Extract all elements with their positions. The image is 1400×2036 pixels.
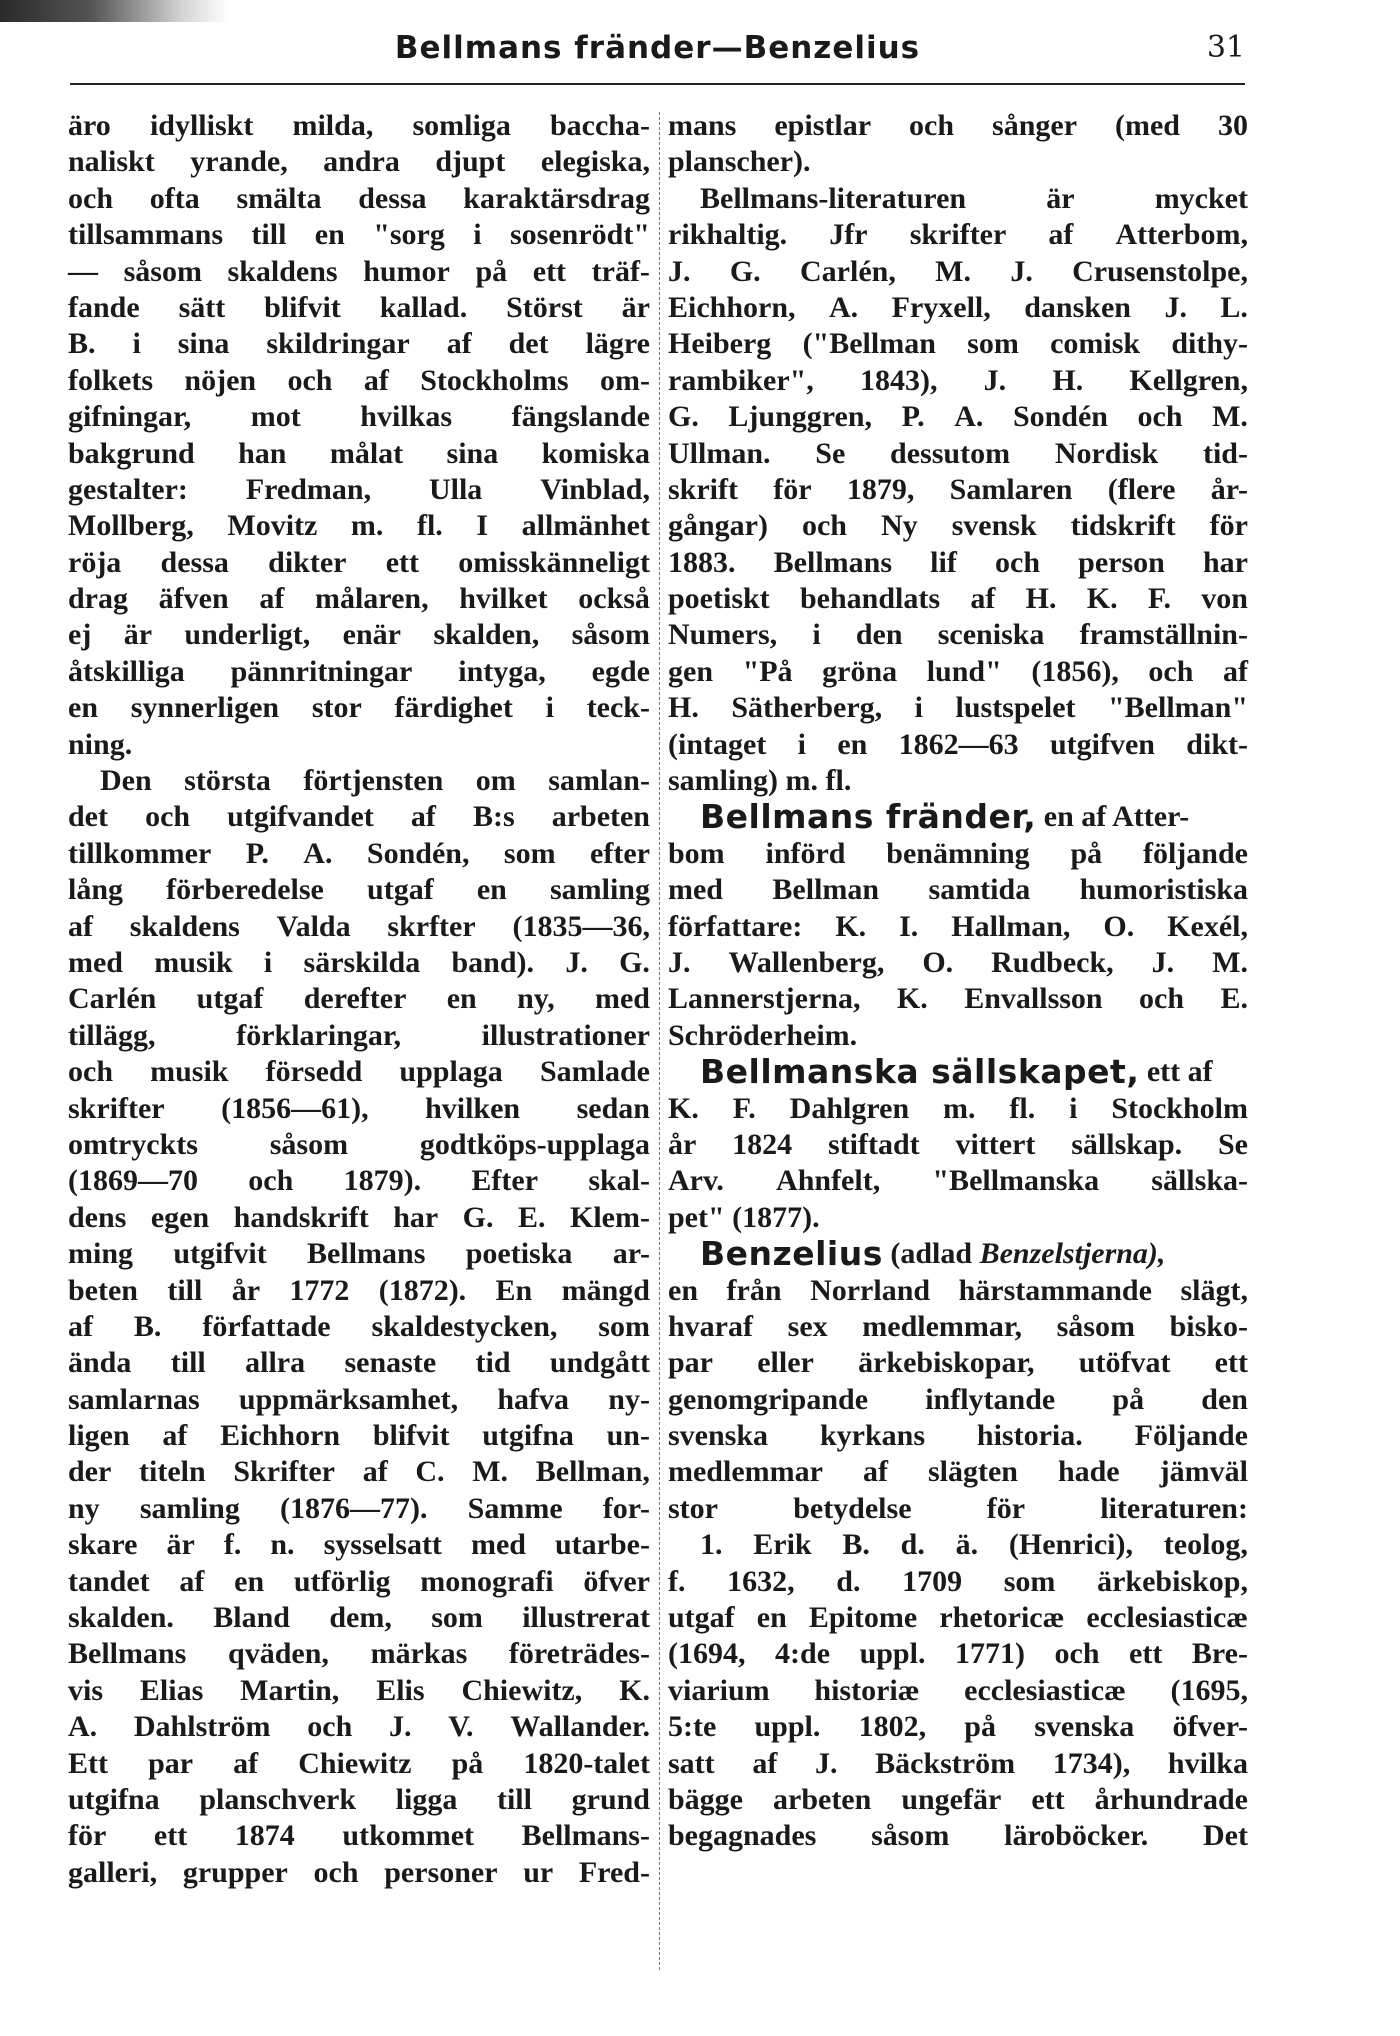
entry-first-line <box>668 799 1248 835</box>
text-line: en synnerligen stor färdighet i teck- <box>68 691 650 725</box>
text-line: Numers, i den sceniska framställnin- <box>668 618 1248 652</box>
entry-text: ett af <box>1139 1055 1213 1089</box>
entry-text: (adlad <box>882 1237 980 1271</box>
text-line: vis Elias Martin, Elis Chiewitz, K. <box>68 1673 650 1707</box>
text-line: ny samling (1876—77). Samme for- <box>68 1491 650 1525</box>
entry-headword: Bellmans fränder, <box>700 797 1037 837</box>
text-line: fande sätt blifvit kallad. Störst är <box>68 290 650 324</box>
header-rule <box>70 83 1245 85</box>
text-line: tandet af en utförlig monografi öfver <box>68 1564 650 1598</box>
text-line: Eichhorn, A. Fryxell, dansken J. L. <box>668 290 1248 324</box>
text-line: medlemmar af slägten hade jämväl <box>668 1455 1248 1489</box>
text-line: och musik försedd upplaga Samlade <box>68 1055 650 1089</box>
text-line: drag äfven af målaren, hvilket också <box>68 582 650 616</box>
text-line: begagnades såsom läroböcker. Det <box>668 1819 1248 1853</box>
text-line: J. Wallenberg, O. Rudbeck, J. M. <box>668 945 1248 979</box>
text-line: f. 1632, d. 1709 som ärkebiskop, <box>668 1564 1248 1598</box>
text-line: hvaraf sex medlemmar, såsom bisko- <box>668 1309 1248 1343</box>
text-line: gifningar, mot hvilkas fängslande <box>68 400 650 434</box>
text-line: ej är underligt, enär skalden, såsom <box>68 618 650 652</box>
text-line: utgaf en Epitome rhetoricæ ecclesiasticæ <box>668 1601 1248 1635</box>
text-line: samling) m. fl. <box>668 764 852 798</box>
text-line: det och utgifvandet af B:s arbeten <box>68 800 650 834</box>
text-line: svenska kyrkans historia. Följande <box>668 1419 1248 1453</box>
text-line: af skaldens Valda skrfter (1835—36, <box>68 909 650 943</box>
text-line: bägge arbeten ungefär ett århundrade <box>668 1782 1248 1816</box>
running-header <box>70 28 1245 78</box>
text-line: röja dessa dikter ett omisskänneligt <box>68 545 650 579</box>
text-line: åtskilliga pännritningar intyga, egde <box>68 654 650 688</box>
text-line: G. Ljunggren, P. A. Sondén och M. <box>668 400 1248 434</box>
text-line: rambiker", 1843), J. H. Kellgren, <box>668 363 1248 397</box>
text-line: (intaget i en 1862—63 utgifven dikt- <box>668 727 1248 761</box>
text-line: naliskt yrande, andra djupt elegiska, <box>68 145 650 179</box>
text-line: skrifter (1856—61), hvilken sedan <box>68 1091 650 1125</box>
text-line: Ett par af Chiewitz på 1820-talet <box>68 1746 650 1780</box>
text-line: Carlén utgaf derefter en ny, med <box>68 982 650 1016</box>
text-line: gestalter: Fredman, Ulla Vinblad, <box>68 472 650 506</box>
text-line: en från Norrland härstammande slägt, <box>668 1273 1248 1307</box>
text-line: Den största förtjensten om samlan- <box>100 764 650 798</box>
text-line: par eller ärkebiskopar, utöfvat ett <box>668 1346 1248 1380</box>
text-line: poetiskt behandlats af H. K. F. von <box>668 582 1248 616</box>
text-line: utgifna planschverk ligga till grund <box>68 1782 650 1816</box>
text-line: ända till allra senaste tid undgått <box>68 1346 650 1380</box>
text-line: viarium historiæ ecclesiasticæ (1695, <box>668 1673 1248 1707</box>
text-line: ning. <box>68 727 133 761</box>
text-line: planscher). <box>668 145 811 179</box>
text-line: tillägg, förklaringar, illustrationer <box>68 1018 650 1052</box>
text-line: för ett 1874 utkommet Bellmans- <box>68 1819 650 1853</box>
text-line: år 1824 stiftadt vittert sällskap. Se <box>668 1127 1248 1161</box>
text-line: pet" (1877). <box>668 1200 820 1234</box>
right-column <box>668 108 1248 1855</box>
text-line: af B. författade skaldestycken, som <box>68 1309 650 1343</box>
text-line: gångar) och Ny svensk tidskrift för <box>668 509 1248 543</box>
entry-text: en af Atter- <box>1036 800 1190 834</box>
text-line: skrift för 1879, Samlaren (flere år- <box>668 472 1248 506</box>
entry-italic: Benzelstjerna), <box>979 1237 1166 1271</box>
text-line: (1869—70 och 1879). Efter skal- <box>68 1164 650 1198</box>
text-line: 5:te uppl. 1802, på svenska öfver- <box>668 1710 1248 1744</box>
text-line: beten till år 1772 (1872). En mängd <box>68 1273 650 1307</box>
text-line: skalden. Bland dem, som illustrerat <box>68 1601 650 1635</box>
entry-headword: Benzelius <box>700 1234 883 1274</box>
text-line: bakgrund han målat sina komiska <box>68 436 650 470</box>
text-line: B. i sina skildringar af det lägre <box>68 327 650 361</box>
text-line: K. F. Dahlgren m. fl. i Stockholm <box>668 1091 1248 1125</box>
text-line: A. Dahlström och J. V. Wallander. <box>68 1710 650 1744</box>
text-line: Lannerstjerna, K. Envallsson och E. <box>668 982 1248 1016</box>
page-number: 31 <box>1206 30 1245 65</box>
text-line: lång förberedelse utgaf en samling <box>68 873 650 907</box>
text-line: Schröderheim. <box>668 1018 858 1052</box>
text-line: och ofta smälta dessa karaktärsdrag <box>68 181 650 215</box>
text-line: satt af J. Bäckström 1734), hvilka <box>668 1746 1248 1780</box>
text-line: skare är f. n. sysselsatt med utarbe- <box>68 1528 650 1562</box>
text-line: Bellmans qväden, märkas företrädes- <box>68 1637 650 1671</box>
text-line: 1. Erik B. d. ä. (Henrici), teolog, <box>700 1528 1248 1562</box>
text-line: äro idylliskt milda, somliga baccha- <box>68 109 650 142</box>
text-line: J. G. Carlén, M. J. Crusenstolpe, <box>668 254 1248 288</box>
text-line: samlarnas uppmärksamhet, hafva ny- <box>68 1382 650 1416</box>
text-line: der titeln Skrifter af C. M. Bellman, <box>68 1455 650 1489</box>
text-line: folkets nöjen och af Stockholms om- <box>68 363 650 397</box>
text-line: Ullman. Se dessutom Nordisk tid- <box>668 436 1248 470</box>
text-line: Mollberg, Movitz m. fl. I allmänhet <box>68 509 650 543</box>
text-line: Bellmans-literaturen är mycket <box>700 181 1248 215</box>
column-divider <box>659 112 660 1970</box>
text-line: galleri, grupper och personer ur Fred- <box>68 1855 650 1889</box>
text-line: författare: K. I. Hallman, O. Kexél, <box>668 909 1248 943</box>
text-line: (1694, 4:de uppl. 1771) och ett Bre- <box>668 1637 1248 1671</box>
page-title: Bellmans fränder—Benzelius <box>394 30 921 66</box>
text-line: stor betydelse för literaturen: <box>668 1491 1248 1525</box>
entry-headword: Bellmanska sällskapet, <box>700 1052 1140 1092</box>
text-line: tillsammans till en "sorg i sosenrödt" <box>68 218 650 252</box>
text-line: dens egen handskrift har G. E. Klem- <box>68 1200 650 1234</box>
text-line: — såsom skaldens humor på ett träf- <box>68 254 650 288</box>
text-line: omtryckts såsom godtköps-upplaga <box>68 1127 650 1161</box>
text-line: bom införd benämning på följande <box>668 836 1248 870</box>
text-line: tillkommer P. A. Sondén, som efter <box>68 836 650 870</box>
text-line: ming utgifvit Bellmans poetiska ar- <box>68 1237 650 1271</box>
text-line: gen "På gröna lund" (1856), och af <box>668 654 1248 688</box>
text-line: ligen af Eichhorn blifvit utgifna un- <box>68 1419 650 1453</box>
entry-first-line <box>668 1236 1248 1272</box>
text-line: genomgripande inflytande på den <box>668 1382 1248 1416</box>
scan-smudge <box>0 0 230 22</box>
text-line: mans epistlar och sånger (med 30 <box>668 109 1248 142</box>
text-line: Heiberg ("Bellman som comisk dithy- <box>668 327 1248 361</box>
text-line: rikhaltig. Jfr skrifter af Atterbom, <box>668 218 1248 252</box>
text-line: Arv. Ahnfelt, "Bellmanska sällska- <box>668 1164 1248 1198</box>
text-line: med musik i särskilda band). J. G. <box>68 945 650 979</box>
text-line: H. Sätherberg, i lustspelet "Bellman" <box>668 691 1248 725</box>
entry-first-line <box>668 1054 1248 1090</box>
text-line: med Bellman samtida humoristiska <box>668 873 1248 907</box>
text-line: 1883. Bellmans lif och person har <box>668 545 1248 579</box>
left-column <box>68 108 650 1891</box>
